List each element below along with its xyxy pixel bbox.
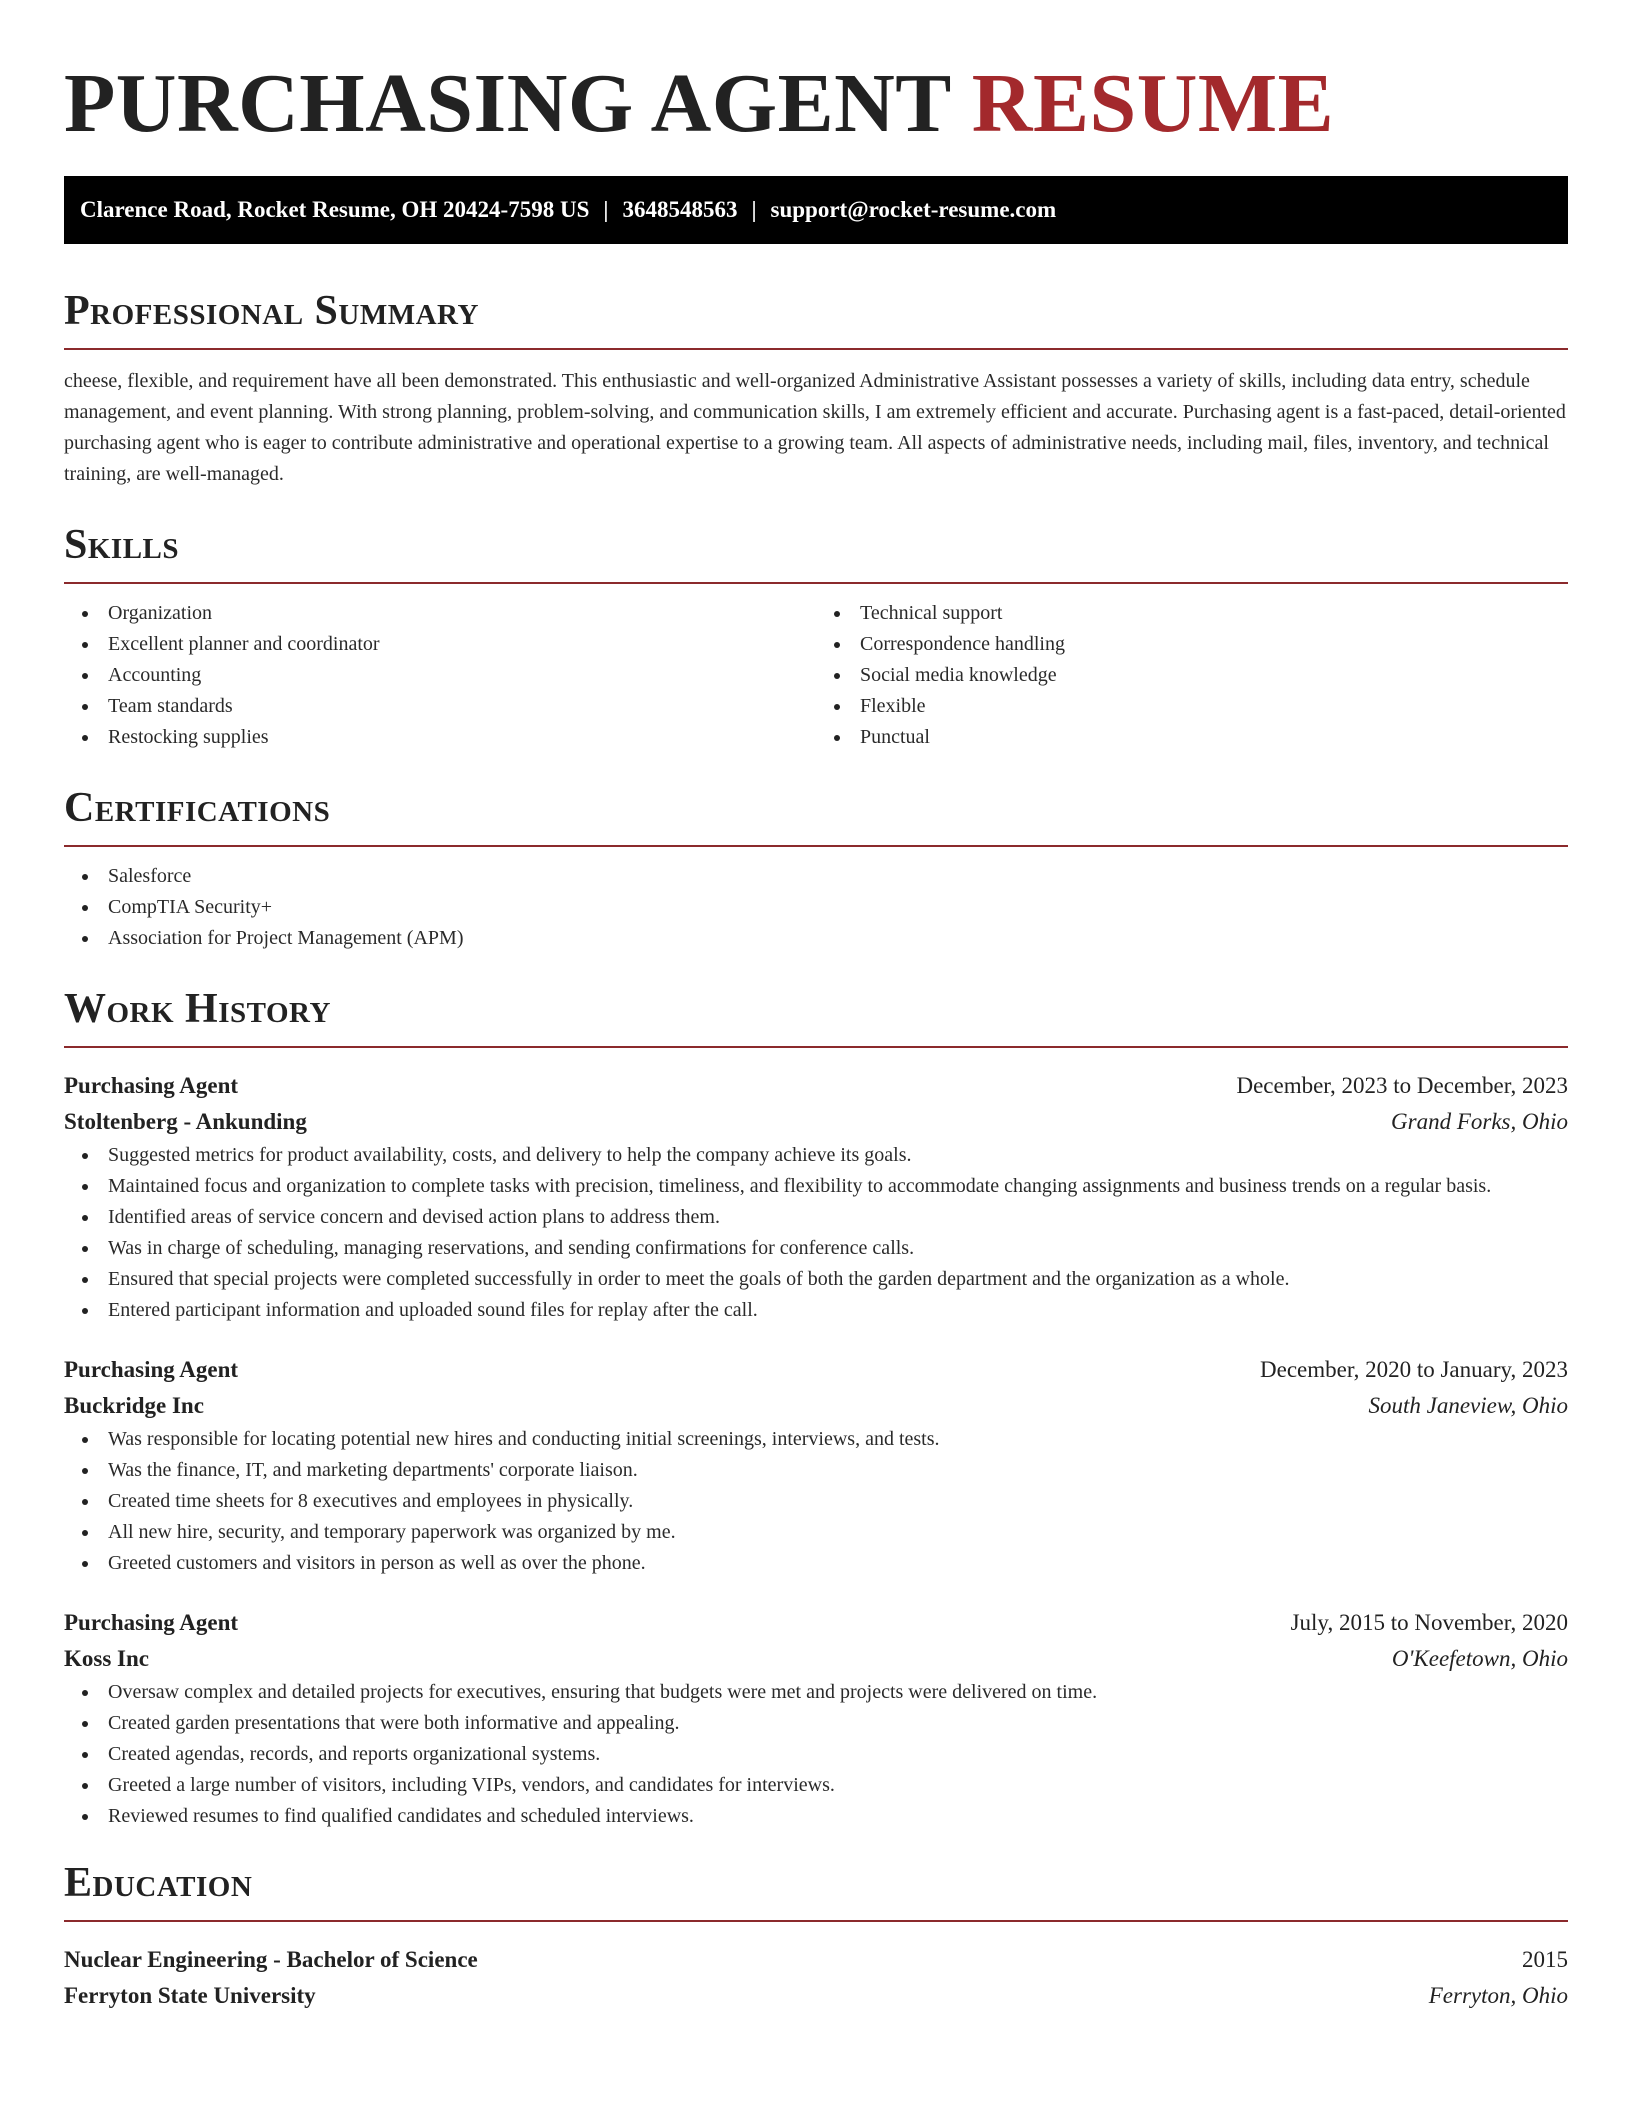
job-duty: Reviewed resumes to find qualified candidates and scheduled interviews. (64, 1801, 1568, 1832)
job-dates: December, 2020 to January, 2023 (1260, 1357, 1568, 1382)
education-degree: Nuclear Engineering - Bachelor of Science (64, 1947, 478, 1972)
title-main: PURCHASING AGENT (64, 57, 951, 150)
skill-item: Punctual (816, 722, 1568, 753)
skill-item: Excellent planner and coordinator (64, 629, 816, 660)
job-duty: All new hire, security, and temporary paperwork was organized by me. (64, 1517, 1568, 1548)
job-duties (64, 1140, 1568, 1326)
education-heading: Education (64, 1860, 253, 1906)
job-company: Stoltenberg - Ankunding (64, 1109, 307, 1134)
education-school: Ferryton State University (64, 1983, 316, 2008)
job-duty: Suggested metrics for product availability, costs, and delivery to help the company achieve its goals. (64, 1140, 1568, 1171)
summary-section (64, 286, 1568, 490)
job-duty: Greeted a large number of visitors, including VIPs, vendors, and candidates for interviews. (64, 1770, 1568, 1801)
skills-grid (64, 598, 1568, 753)
skill-item: Team standards (64, 691, 816, 722)
skill-item: Restocking supplies (64, 722, 816, 753)
certifications-section (64, 783, 1568, 954)
certifications-heading: Certifications (64, 785, 331, 831)
job-location: O'Keefetown, Ohio (1391, 1646, 1568, 1671)
job-company: Koss Inc (64, 1646, 149, 1671)
skills-column-left (64, 598, 816, 753)
job-dates: December, 2023 to December, 2023 (1236, 1073, 1568, 1098)
skill-item: Social media knowledge (816, 660, 1568, 691)
contact-separator: | (751, 197, 757, 222)
work-history-section (64, 984, 1568, 1832)
title-accent: RESUME (971, 57, 1335, 150)
job-company: Buckridge Inc (64, 1393, 204, 1418)
certification-item: Salesforce (64, 861, 1568, 892)
job-duty: Was in charge of scheduling, managing reservations, and sending confirmations for conference calls. (64, 1233, 1568, 1264)
section-divider (64, 845, 1568, 847)
summary-heading: Professional Summary (64, 288, 479, 334)
skills-section (64, 520, 1568, 753)
page-title (64, 0, 1568, 150)
job-duty: Created agendas, records, and reports organizational systems. (64, 1739, 1568, 1770)
skill-item: Correspondence handling (816, 629, 1568, 660)
job-entry (64, 1352, 1568, 1579)
job-title: Purchasing Agent (64, 1610, 239, 1635)
job-duty: Created garden presentations that were both informative and appealing. (64, 1708, 1568, 1739)
education-header (64, 1942, 1568, 1978)
skills-column-right (816, 598, 1568, 753)
job-duties (64, 1424, 1568, 1579)
job-header (64, 1605, 1568, 1641)
job-header (64, 1068, 1568, 1104)
certification-item: Association for Project Management (APM) (64, 923, 1568, 954)
job-location: South Janeview, Ohio (1368, 1393, 1568, 1418)
certification-item: CompTIA Security+ (64, 892, 1568, 923)
job-duty: Was responsible for locating potential new hires and conducting initial screenings, interviews, and tests. (64, 1424, 1568, 1455)
job-duties (64, 1677, 1568, 1832)
job-duty: Greeted customers and visitors in person as well as over the phone. (64, 1548, 1568, 1579)
skill-item: Flexible (816, 691, 1568, 722)
skill-item: Technical support (816, 598, 1568, 629)
certifications-list (64, 861, 1568, 954)
job-entry (64, 1605, 1568, 1832)
job-duty: Identified areas of service concern and devised action plans to address them. (64, 1202, 1568, 1233)
education-subheader (64, 1978, 1568, 2014)
job-subheader (64, 1104, 1568, 1140)
section-divider (64, 582, 1568, 584)
job-duty: Maintained focus and organization to complete tasks with precision, timeliness, and flexibility to accommodate changing assignments and business trends on a regular basis. (64, 1171, 1568, 1202)
job-entry (64, 1068, 1568, 1326)
skill-item: Organization (64, 598, 816, 629)
job-duty: Entered participant information and uploaded sound files for replay after the call. (64, 1295, 1568, 1326)
job-location: Grand Forks, Ohio (1391, 1109, 1568, 1134)
summary-text: cheese, flexible, and requirement have all been demonstrated. This enthusiastic and well-organized Administrative Assistant possesses a variety of skills, including data entry, schedule management, and event planning. With strong planning, problem-solving, and communication skills, I am extremely efficient and accurate. Purchasing agent is a fast-paced, detail-oriented purchasing agent who is eager to contribute administrative and operational expertise to a growing team. All aspects of administrative needs, including mail, files, inventory, and technical training, are well-managed. (64, 370, 1566, 485)
work-history-heading: Work History (64, 986, 331, 1032)
contact-address: Clarence Road, Rocket Resume, OH 20424-7598 US (80, 197, 590, 222)
education-entry (64, 1942, 1568, 2014)
section-divider (64, 1920, 1568, 1922)
education-section (64, 1858, 1568, 2014)
job-dates: July, 2015 to November, 2020 (1290, 1610, 1568, 1635)
job-subheader (64, 1388, 1568, 1424)
job-title: Purchasing Agent (64, 1357, 239, 1382)
job-duty: Ensured that special projects were completed successfully in order to meet the goals of both the garden department and the organization as a whole. (64, 1264, 1568, 1295)
section-divider (64, 348, 1568, 350)
job-duty: Created time sheets for 8 executives and employees in physically. (64, 1486, 1568, 1517)
contact-bar (64, 176, 1568, 244)
skill-item: Accounting (64, 660, 816, 691)
section-divider (64, 1046, 1568, 1048)
contact-separator: | (603, 197, 609, 222)
job-header (64, 1352, 1568, 1388)
job-subheader (64, 1641, 1568, 1677)
education-location: Ferryton, Ohio (1428, 1983, 1568, 2008)
contact-phone: 3648548563 (622, 197, 738, 222)
job-duty: Oversaw complex and detailed projects for executives, ensuring that budgets were met and projects were delivered on time. (64, 1677, 1568, 1708)
education-year: 2015 (1522, 1947, 1568, 1972)
skills-heading: Skills (64, 522, 180, 568)
contact-email: support@rocket-resume.com (770, 197, 1057, 222)
job-duty: Was the finance, IT, and marketing departments' corporate liaison. (64, 1455, 1568, 1486)
job-title: Purchasing Agent (64, 1073, 239, 1098)
